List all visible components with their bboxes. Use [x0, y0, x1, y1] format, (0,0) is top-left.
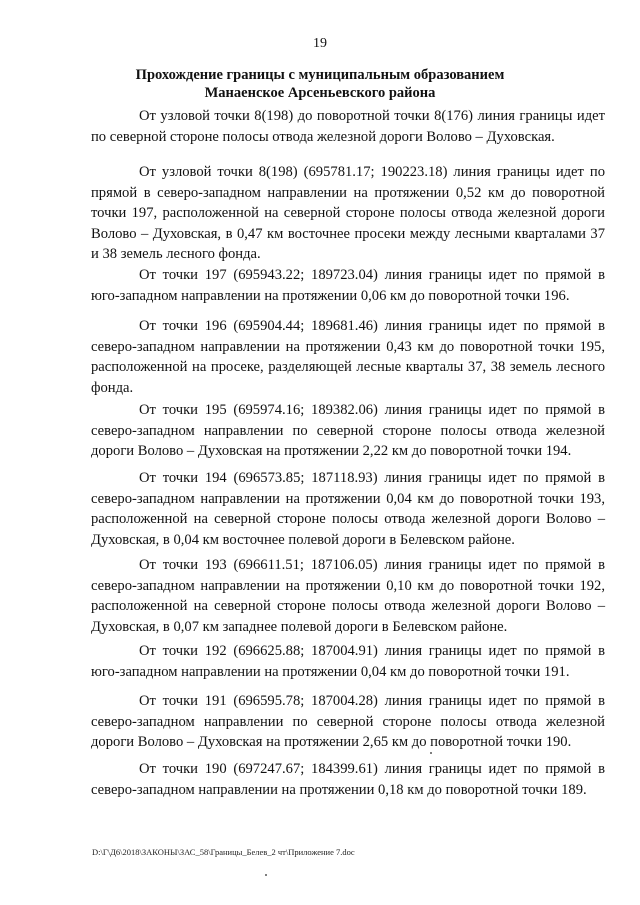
- paragraph-7: От точки 193 (696611.51; 187106.05) линия границы идет по прямой в северо-западном направлении на протяжении 0,10 км до поворотной точки 192, расположенной на северной стороне полосы отвода железной дороги Волово – Духовская, в 0,07 км западнее полевой дороги в Белевском районе.: [91, 557, 605, 635]
- scan-speck: [265, 874, 267, 876]
- scan-speck: [430, 752, 432, 754]
- page-number: 19: [313, 36, 327, 51]
- paragraph-1: От узловой точки 8(198) до поворотной точки 8(176) линия границы идет по северной стороне полосы отвода железной дороги Волово – Духовская.: [91, 108, 605, 145]
- section-title-line-1: Прохождение границы с муниципальным образованием: [135, 67, 505, 83]
- paragraph-5: От точки 195 (695974.16; 189382.06) линия границы идет по прямой в северо-западном направлении по северной стороне полосы отвода железной дороги Волово – Духовская на протяжении 2,22 км до поворотной точки 194.: [91, 402, 605, 459]
- paragraph-8: От точки 192 (696625.88; 187004.91) линия границы идет по прямой в юго-западном направлении на протяжении 0,04 км до поворотной точки 191.: [91, 643, 605, 680]
- file-path-footer: D:\Г\Д6\2018\ЗАКОНЫ\ЗАС_58\Границы_Белев_2 чт\Приложение 7.doc: [92, 847, 355, 857]
- section-title-line-2: Манаенское Арсеньевского района: [204, 85, 436, 101]
- paragraph-6: От точки 194 (696573.85; 187118.93) линия границы идет по прямой в северо-западном направлении на протяжении 0,04 км до поворотной точки 193, расположенной на северной стороне полосы отвода железной дороги Волово – Духовская, в 0,04 км восточнее полевой дороги в Белевском районе.: [91, 470, 605, 548]
- paragraph-2: От узловой точки 8(198) (695781.17; 190223.18) линия границы идет по прямой в северо-западном направлении на протяжении 0,52 км до поворотной точки 197, расположенной на северной стороне полосы отвода железной дороги Волово – Духовская, в 0,47 км восточнее просеки между лесными кварталами 37 и 38 земель лесного фонда.: [91, 164, 605, 262]
- paragraph-9: От точки 191 (696595.78; 187004.28) линия границы идет по прямой в северо-западном направлении по северной стороне полосы отвода железной дороги Волово – Духовская на протяжении 2,65 км до поворотной точки 190.: [91, 693, 605, 750]
- section-title: [90, 66, 550, 102]
- paragraph-3: От точки 197 (695943.22; 189723.04) линия границы идет по прямой в юго-западном направлении на протяжении 0,06 км до поворотной точки 196.: [91, 267, 605, 304]
- paragraph-4: От точки 196 (695904.44; 189681.46) линия границы идет по прямой в северо-западном направлении на протяжении 0,43 км до поворотной точки 195, расположенной на просеке, разделяющей лесные кварталы 37, 38 земель лесного фонда.: [91, 318, 605, 396]
- paragraph-10: От точки 190 (697247.67; 184399.61) линия границы идет по прямой в северо-западном направлении на протяжении 0,18 км до поворотной точки 189.: [91, 761, 605, 798]
